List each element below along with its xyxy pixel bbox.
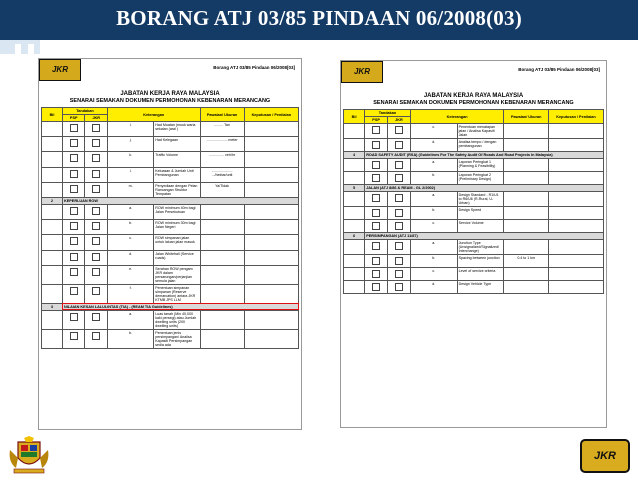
header-tandakan: Tandakan [365,110,411,117]
item-number: c. [410,220,457,233]
psp-cell [62,310,85,329]
jkr-cell [388,281,411,294]
bil-cell [42,265,63,284]
bil-cell [42,182,63,197]
jkr-cell [388,159,411,172]
table-row [42,182,299,197]
jkr-cell [388,220,411,233]
item-measure [200,235,244,250]
item-measure [504,192,549,207]
jkr-cell [85,250,108,265]
psp-cell [365,124,388,139]
item-measure [200,220,244,235]
jkr-checkbox[interactable] [92,124,100,132]
malaysia-coat-of-arms-icon [4,436,54,476]
jkr-checkbox[interactable] [395,174,403,182]
section-title: NILAIAN KESAN LALULINTAS (TIA) - (REAM TIA Guidelines) [62,303,298,310]
item-assessment [549,159,604,172]
jkr-cell [85,182,108,197]
jkr-checkbox[interactable] [395,209,403,217]
jkr-checkbox[interactable] [395,126,403,134]
jkr-checkbox[interactable] [92,332,100,340]
item-description: ROW minimum 40m bagi Jalan Persekutuan [154,204,200,219]
item-measure: ..................... meter [200,137,244,152]
psp-checkbox[interactable] [372,270,380,278]
bil-cell [42,310,63,329]
jkr-cell [388,139,411,152]
jkr-checkbox[interactable] [395,194,403,202]
jkr-checkbox[interactable] [92,268,100,276]
psp-cell [365,159,388,172]
jkr-checkbox[interactable] [92,139,100,147]
bil-cell [42,220,63,235]
section-title: PERSIMPANGAN (ATJ 11/87) [365,233,604,240]
table-row [344,124,604,139]
table-row [42,310,299,329]
table-row [42,235,299,250]
psp-checkbox[interactable] [372,242,380,250]
organization-name: JABATAN KERJA RAYA MALAYSIA [423,93,524,99]
jkr-checkbox[interactable] [395,283,403,291]
item-assessment [244,284,298,303]
item-assessment [244,182,298,197]
item-measure [504,159,549,172]
psp-checkbox[interactable] [70,185,78,193]
item-measure [200,310,244,329]
item-description: Laporan Peringkat 1 (Planning & Feasibility) [457,159,504,172]
jkr-checkbox[interactable] [92,253,100,261]
psp-cell [62,220,85,235]
psp-checkbox[interactable] [70,154,78,162]
psp-cell [365,268,388,281]
psp-checkbox[interactable] [70,313,78,321]
jkr-cell [85,137,108,152]
table-row [42,122,299,137]
psp-cell [62,284,85,303]
item-description: Traffic Volume [154,152,200,167]
psp-cell [365,220,388,233]
slide-footer [0,436,638,478]
table-row [42,284,299,303]
jkr-checkbox[interactable] [92,207,100,215]
bil-cell [42,152,63,167]
table-row [42,152,299,167]
title-decoration-notch [28,44,34,54]
slide-title: BORANG ATJ 03/85 PINDAAN 06/2008(03) [116,6,522,30]
table-row [344,207,604,220]
psp-checkbox[interactable] [372,283,380,291]
item-number: a. [108,310,154,329]
psp-checkbox[interactable] [372,222,380,230]
jkr-cell [388,255,411,268]
section-row [344,152,604,159]
section-row [42,197,299,204]
item-description: Had Muatan (muuk waria sekalan (aral ) [154,122,200,137]
header-psp: PSP [62,115,85,122]
jkr-checkbox[interactable] [395,222,403,230]
item-number: b. [108,329,154,348]
item-measure [200,250,244,265]
jkr-cell [85,152,108,167]
psp-cell [365,255,388,268]
psp-checkbox[interactable] [372,209,380,217]
jkr-cell [85,329,108,348]
section-row [42,303,299,310]
psp-checkbox[interactable] [70,237,78,245]
jkr-cell [388,240,411,255]
psp-checkbox[interactable] [372,194,380,202]
item-description: Penentuan simpanan simpanan (Reserve demarcation) antara JKR KTMB JPS LLM [154,284,200,303]
jkr-checkbox[interactable] [92,313,100,321]
organization-name: JABATAN KERJA RAYA MALAYSIA [120,91,220,97]
form-subtitle: SENARAI SEMAKAN DOKUMEN PERMOHONAN KEBENARAN MERANCANG [373,100,574,106]
item-number: i. [108,122,154,137]
item-description: Design Speed [457,207,504,220]
table-row [344,139,604,152]
table-row [42,220,299,235]
bil-cell [344,172,365,185]
item-number: k. [108,152,154,167]
item-number: b. [410,255,457,268]
item-number: a. [410,240,457,255]
bil-cell [344,207,365,220]
item-assessment [549,255,604,268]
psp-checkbox[interactable] [70,222,78,230]
jkr-checkbox[interactable] [92,222,100,230]
item-assessment [549,172,604,185]
item-assessment [244,250,298,265]
item-number: b. [108,220,154,235]
item-assessment [549,268,604,281]
section-number: 4 [344,152,365,159]
jkr-logo-footer: JKR [580,439,630,473]
table-row [344,172,604,185]
item-description: Keluasan & Jumlah Unit Pembangunan [154,167,200,182]
psp-cell [365,139,388,152]
item-number: c. [108,235,154,250]
section-title: ROAD SAFETY AUDIT (RSA) (Guidelines For The Safety Audit Of Roads And Road Projects In Malaysia) [365,152,604,159]
item-number: l. [108,167,154,182]
bil-cell [344,268,365,281]
table-row [42,137,299,152]
section-title: KEPERLUAN ROW [62,197,298,204]
jkr-checkbox[interactable] [395,242,403,250]
item-number: b. [410,207,457,220]
item-assessment [549,124,604,139]
jkr-cell [85,310,108,329]
item-number: a. [410,192,457,207]
psp-cell [365,172,388,185]
item-assessment [244,235,298,250]
item-number: d. [410,139,457,152]
item-measure [504,124,549,139]
table-row [344,192,604,207]
psp-cell [62,250,85,265]
psp-checkbox[interactable] [70,124,78,132]
form-page-left [38,58,302,430]
item-measure [504,268,549,281]
checklist-body [344,124,604,294]
jkr-cell [388,207,411,220]
jkr-cell [85,284,108,303]
bil-cell [344,124,365,139]
psp-cell [365,281,388,294]
header-tandakan: Tandakan [62,108,107,115]
psp-cell [62,265,85,284]
jkr-logo: JKR [341,61,383,83]
item-number: d. [108,250,154,265]
table-row [344,281,604,294]
table-row [42,167,299,182]
jkr-checkbox[interactable] [395,270,403,278]
header-jkr: JKR [388,117,411,124]
item-measure [504,220,549,233]
bil-cell [42,122,63,137]
title-decoration-notch [15,44,21,54]
item-measure [200,284,244,303]
jkr-cell [388,172,411,185]
table-row [42,329,299,348]
psp-checkbox[interactable] [372,174,380,182]
item-measure [504,240,549,255]
bil-cell [42,137,63,152]
table-row [344,220,604,233]
jkr-cell [388,192,411,207]
item-measure [200,329,244,348]
section-title: JALAN (ATJ 8/86 & REAM - GL 2/2002) [365,185,604,192]
item-description: Level of service criteria [457,268,504,281]
item-description: ROW simpanan jalan untuk laluan jalan masuk [154,235,200,250]
jkr-checkbox[interactable] [92,154,100,162]
item-number: e. [108,265,154,284]
psp-cell [365,240,388,255]
jkr-cell [85,204,108,219]
psp-cell [62,329,85,348]
jkr-checkbox[interactable] [395,141,403,149]
bil-cell [344,220,365,233]
item-description: Had Kelegaan [154,137,200,152]
item-number: f. [108,284,154,303]
item-assessment [244,167,298,182]
header-bil: Bil [42,108,63,122]
psp-checkbox[interactable] [70,170,78,178]
item-assessment [549,240,604,255]
checklist-body [42,122,299,349]
item-description: Luas tanah (Min 40,000 kaki persegi) atau Jumlah dwelling units (200 dwelling units) [154,310,200,329]
jkr-cell [388,124,411,139]
item-measure: 0.4 to 1 km [504,255,549,268]
bil-cell [344,240,365,255]
item-assessment [244,310,298,329]
item-assessment [549,207,604,220]
item-description: Penentuan jenis persimpangan/ Analisa Kapasiti Persimpangan sedia ada [154,329,200,348]
header-jkr: JKR [85,115,108,122]
item-assessment [244,152,298,167]
item-description: Serahan ROW pengam JKR dalam persarungan/perjanjian semula jalan [154,265,200,284]
header-keputusan: Keputusan / Penilaian [549,110,604,124]
header-keterangan: Keterangan [410,110,504,124]
psp-checkbox[interactable] [70,139,78,147]
section-number: 2 [42,197,63,204]
header-ukuran: Pawaian/ Ukuran [200,108,244,122]
item-measure [504,207,549,220]
psp-cell [62,182,85,197]
item-description: ROW minimum 30m bagi Jalan Negeri [154,220,200,235]
item-assessment [244,137,298,152]
item-number: a. [108,204,154,219]
table-row [344,240,604,255]
item-assessment [244,122,298,137]
section-row [344,185,604,192]
item-number: a. [410,159,457,172]
psp-checkbox[interactable] [372,161,380,169]
item-measure [504,281,549,294]
jkr-cell [388,268,411,281]
header-keputusan: Keputusan / Penilaian [244,108,298,122]
item-measure [504,172,549,185]
table-row [344,159,604,172]
table-row [42,265,299,284]
jkr-checkbox[interactable] [395,161,403,169]
item-description: Analisa tempo / dengan pembangunan [457,139,504,152]
item-measure [200,204,244,219]
item-description: Design Standard - R1/U1 to R6/U6 (R-Rural, U-Urban) [457,192,504,207]
psp-cell [62,122,85,137]
bil-cell [42,284,63,303]
jkr-checkbox[interactable] [92,287,100,295]
psp-checkbox[interactable] [70,332,78,340]
item-number: b. [410,172,457,185]
header-bil: Bil [344,110,365,124]
jkr-cell [85,122,108,137]
item-assessment [549,192,604,207]
item-description: Laporan Peringkat 2 (Preliminary Design) [457,172,504,185]
jkr-cell [85,167,108,182]
item-assessment [244,329,298,348]
bil-cell [344,139,365,152]
item-assessment [549,281,604,294]
psp-checkbox[interactable] [70,287,78,295]
item-number: j. [108,137,154,152]
bil-cell [344,255,365,268]
bil-cell [344,281,365,294]
psp-checkbox[interactable] [372,141,380,149]
form-code: Borang ATJ 03/85 Pindaan 06/2008[03] [518,67,600,72]
section-number: 3 [42,303,63,310]
psp-cell [62,167,85,182]
item-description: Penentuan menatapan jalan / Analisa Kapasiti Jalan [457,124,504,139]
item-description: Spacing between junction [457,255,504,268]
form-subtitle: SENARAI SEMAKAN DOKUMEN PERMOHONAN KEBENARAN MERANCANG [69,98,271,104]
jkr-cell [85,265,108,284]
psp-cell [62,204,85,219]
item-description: Design Vehicle Type [457,281,504,294]
item-measure: Ya/Tidak [200,182,244,197]
item-assessment [244,265,298,284]
item-number: c. [410,268,457,281]
jkr-checkbox[interactable] [395,257,403,265]
section-number: 5 [344,185,365,192]
section-number: 6 [344,233,365,240]
form-code: Borang ATJ 03/85 Pindaan 06/2008[03] [213,65,295,70]
psp-cell [62,235,85,250]
psp-cell [62,152,85,167]
item-measure: ......... Tan [200,122,244,137]
jkr-checkbox[interactable] [92,237,100,245]
table-row [344,268,604,281]
table-row [42,204,299,219]
item-measure: ............... veh/hr [200,152,244,167]
item-assessment [244,220,298,235]
psp-cell [365,207,388,220]
item-description: Junction Type (Unsignalized/Signalized/ Interchange) [457,240,504,255]
jkr-checkbox[interactable] [92,170,100,178]
header-psp: PSP [365,117,388,124]
item-assessment [549,220,604,233]
psp-cell [365,192,388,207]
checklist-table [41,107,299,349]
item-number: m. [108,182,154,197]
item-number: c. [410,124,457,139]
psp-checkbox[interactable] [372,126,380,134]
section-row [344,233,604,240]
jkr-checkbox[interactable] [92,185,100,193]
checklist-table [343,109,604,294]
jkr-logo: JKR [39,59,81,81]
bil-cell [42,167,63,182]
item-description: Service Volume [457,220,504,233]
table-row [344,255,604,268]
bil-cell [42,204,63,219]
jkr-cell [85,235,108,250]
bil-cell [344,192,365,207]
bil-cell [344,159,365,172]
table-row [42,250,299,265]
psp-checkbox[interactable] [372,257,380,265]
jkr-cell [85,220,108,235]
bil-cell [42,329,63,348]
item-description: Jalan Whitehall (Service roads) [154,250,200,265]
header-keterangan: Keterangan [108,108,201,122]
psp-checkbox[interactable] [70,268,78,276]
item-measure [200,265,244,284]
psp-checkbox[interactable] [70,207,78,215]
item-assessment [549,139,604,152]
header-ukuran: Pawaian/ Ukuran [504,110,549,124]
item-measure: ..................... .../hektar/unit [200,167,244,182]
bil-cell [42,250,63,265]
item-description: Penyediaan dengan Pelan Rancangan Struktur Tempatan [154,182,200,197]
item-measure [504,139,549,152]
item-number: d. [410,281,457,294]
form-page-right [340,60,607,428]
bil-cell [42,235,63,250]
item-assessment [244,204,298,219]
psp-cell [62,137,85,152]
psp-checkbox[interactable] [70,253,78,261]
